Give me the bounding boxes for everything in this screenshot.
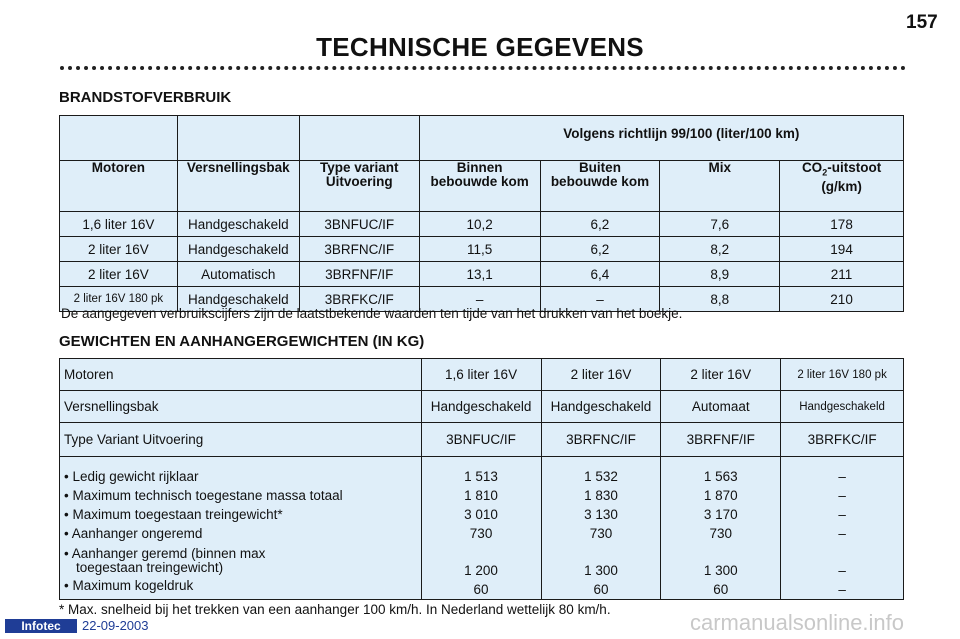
cell-type: 3BRFKC/IF bbox=[781, 423, 904, 457]
value-cell: 1 300 bbox=[584, 563, 618, 578]
table-row bbox=[60, 391, 904, 423]
cell-mix: 8,8 bbox=[660, 287, 780, 312]
header-motoren: Motoren bbox=[60, 161, 178, 212]
cell-gearbox: Automatisch bbox=[177, 262, 299, 287]
cell-mix: 8,9 bbox=[660, 262, 780, 287]
weights-section-title: GEWICHTEN EN AANHANGERGEWICHTEN (IN KG) bbox=[59, 333, 425, 350]
header-type-line2: Uitvoering bbox=[325, 174, 393, 189]
cell-co2: 211 bbox=[780, 262, 904, 287]
value-cell: 1 532 bbox=[584, 469, 618, 484]
weights-column bbox=[661, 457, 781, 600]
header-mix: Mix bbox=[660, 161, 780, 212]
row-label-type: Type Variant Uitvoering bbox=[60, 423, 422, 457]
empty-cell bbox=[299, 116, 419, 161]
norm-header: Volgens richtlijn 99/100 (liter/100 km) bbox=[419, 116, 903, 161]
value-cell: 1 810 bbox=[464, 488, 498, 503]
cell-gearbox: Handgeschakeld bbox=[421, 391, 541, 423]
value-cell: 730 bbox=[469, 526, 493, 541]
cell-mix: 7,6 bbox=[660, 212, 780, 237]
table-row bbox=[60, 212, 904, 237]
cell-gearbox: Handgeschakeld bbox=[781, 391, 904, 423]
value-cell: 1 870 bbox=[703, 488, 738, 503]
cell-buiten: 6,2 bbox=[540, 237, 660, 262]
table-row bbox=[60, 457, 904, 600]
fuel-consumption-table bbox=[59, 115, 904, 312]
value-cell: 3 170 bbox=[703, 507, 738, 522]
list-item: • Maximum technisch toegestane massa totaal bbox=[64, 488, 343, 503]
table-row bbox=[60, 359, 904, 391]
list-item-line: toegestaan treingewicht) bbox=[76, 560, 224, 575]
value-cell: 1 513 bbox=[464, 469, 498, 484]
value-cell: 3 010 bbox=[464, 507, 498, 522]
cell-type: 3BRFNF/IF bbox=[299, 262, 419, 287]
dotted-divider bbox=[60, 66, 906, 74]
value-cell: 60 bbox=[593, 582, 609, 597]
list-item: • Maximum kogeldruk bbox=[64, 578, 194, 593]
header-binnen bbox=[419, 161, 540, 212]
list-item-line: • Aanhanger geremd (binnen max bbox=[64, 546, 266, 561]
cell-type: 3BRFKC/IF bbox=[299, 287, 419, 312]
cell-motor: 2 liter 16V 180 pk bbox=[60, 287, 178, 312]
cell-binnen: 13,1 bbox=[419, 262, 540, 287]
cell-motor: 2 liter 16V 180 pk bbox=[781, 359, 904, 391]
table-row bbox=[60, 237, 904, 262]
header-binnen-line1: Binnen bbox=[456, 160, 503, 175]
value-cell: 1 300 bbox=[703, 563, 738, 578]
infotec-logo: Infotec bbox=[5, 619, 77, 633]
header-binnen-line2: bebouwde kom bbox=[430, 174, 529, 189]
cell-motor: 2 liter 16V bbox=[541, 359, 661, 391]
header-type-line1: Type variant bbox=[319, 160, 399, 175]
header-type bbox=[299, 161, 419, 212]
weights-column bbox=[541, 457, 661, 600]
value-cell: – bbox=[838, 526, 846, 541]
footnote: * Max. snelheid bij het trekken van een aanhanger 100 km/h. In Nederland wettelijk 80 km/h. bbox=[59, 602, 611, 617]
cell-buiten: 6,2 bbox=[540, 212, 660, 237]
value-cell: 730 bbox=[709, 526, 733, 541]
spacer bbox=[661, 543, 780, 561]
cell-type: 3BNFUC/IF bbox=[421, 423, 541, 457]
cell-co2: 210 bbox=[780, 287, 904, 312]
spacer bbox=[422, 543, 541, 561]
cell-binnen: – bbox=[419, 287, 540, 312]
header-co2-unit: (g/km) bbox=[821, 178, 862, 194]
header-co2-line1 bbox=[780, 161, 903, 180]
cell-mix: 8,2 bbox=[660, 237, 780, 262]
watermark: carmanualsonline.info bbox=[690, 610, 905, 635]
cell-motor: 1,6 liter 16V bbox=[60, 212, 178, 237]
cell-buiten: 6,4 bbox=[540, 262, 660, 287]
weights-column bbox=[421, 457, 541, 600]
value-cell: 1 200 bbox=[464, 563, 498, 578]
cell-gearbox: Handgeschakeld bbox=[177, 212, 299, 237]
cell-gearbox: Automaat bbox=[661, 391, 781, 423]
cell-motor: 2 liter 16V bbox=[60, 237, 178, 262]
cell-motor: 2 liter 16V bbox=[661, 359, 781, 391]
spacer bbox=[542, 543, 661, 561]
page-title: TECHNISCHE GEGEVENS bbox=[316, 32, 644, 62]
header-buiten-line1: Buiten bbox=[578, 160, 621, 175]
cell-buiten: – bbox=[540, 287, 660, 312]
footer-date: 22-09-2003 bbox=[82, 618, 149, 633]
cell-co2: 178 bbox=[780, 212, 904, 237]
header-buiten bbox=[540, 161, 660, 212]
list-item: • Ledig gewicht rijklaar bbox=[64, 469, 199, 484]
value-cell: 60 bbox=[473, 582, 489, 597]
co2-sub: 2 bbox=[822, 167, 828, 178]
cell-gearbox: Handgeschakeld bbox=[541, 391, 661, 423]
weights-column bbox=[781, 457, 904, 600]
empty-cell bbox=[177, 116, 299, 161]
fuel-section-title: BRANDSTOFVERBRUIK bbox=[59, 89, 232, 106]
value-cell: – bbox=[838, 488, 846, 503]
value-cell: – bbox=[838, 469, 846, 484]
value-cell: – bbox=[838, 582, 846, 597]
cell-gearbox: Handgeschakeld bbox=[177, 237, 299, 262]
empty-cell bbox=[60, 116, 178, 161]
list-item bbox=[64, 547, 421, 575]
fuel-note: De aangegeven verbruikscijfers zijn de laatstbekende waarden ten tijde van het drukken van het boekje. bbox=[61, 306, 683, 321]
value-cell: 730 bbox=[589, 526, 613, 541]
value-cell: 60 bbox=[713, 582, 729, 597]
weights-table bbox=[59, 358, 904, 600]
cell-type: 3BRFNF/IF bbox=[661, 423, 781, 457]
value-cell: – bbox=[838, 563, 846, 578]
list-item: • Maximum toegestaan treingewicht* bbox=[64, 507, 283, 522]
spacer bbox=[781, 543, 903, 561]
page-number: 157 bbox=[906, 12, 938, 33]
co2-prefix: CO bbox=[801, 160, 823, 175]
cell-gearbox: Handgeschakeld bbox=[177, 287, 299, 312]
value-cell: 1 563 bbox=[703, 469, 738, 484]
header-versnellingsbak: Versnellingsbak bbox=[177, 161, 299, 212]
cell-motor: 1,6 liter 16V bbox=[421, 359, 541, 391]
value-cell: – bbox=[838, 507, 846, 522]
cell-type: 3BNFUC/IF bbox=[299, 212, 419, 237]
value-cell: 1 830 bbox=[584, 488, 618, 503]
co2-suffix: -uitstoot bbox=[827, 160, 882, 175]
weights-item-list bbox=[60, 457, 422, 600]
cell-binnen: 11,5 bbox=[419, 237, 540, 262]
row-label-gearbox: Versnellingsbak bbox=[60, 391, 422, 423]
cell-co2: 194 bbox=[780, 237, 904, 262]
cell-type: 3BRFNC/IF bbox=[541, 423, 661, 457]
row-label-motoren: Motoren bbox=[60, 359, 422, 391]
cell-motor: 2 liter 16V bbox=[60, 262, 178, 287]
value-cell: 3 130 bbox=[584, 507, 618, 522]
cell-binnen: 10,2 bbox=[419, 212, 540, 237]
table-row bbox=[60, 262, 904, 287]
cell-type: 3BRFNC/IF bbox=[299, 237, 419, 262]
list-item: • Aanhanger ongeremd bbox=[64, 526, 203, 541]
header-buiten-line2: bebouwde kom bbox=[550, 174, 650, 189]
table-row bbox=[60, 423, 904, 457]
header-co2 bbox=[780, 161, 904, 212]
